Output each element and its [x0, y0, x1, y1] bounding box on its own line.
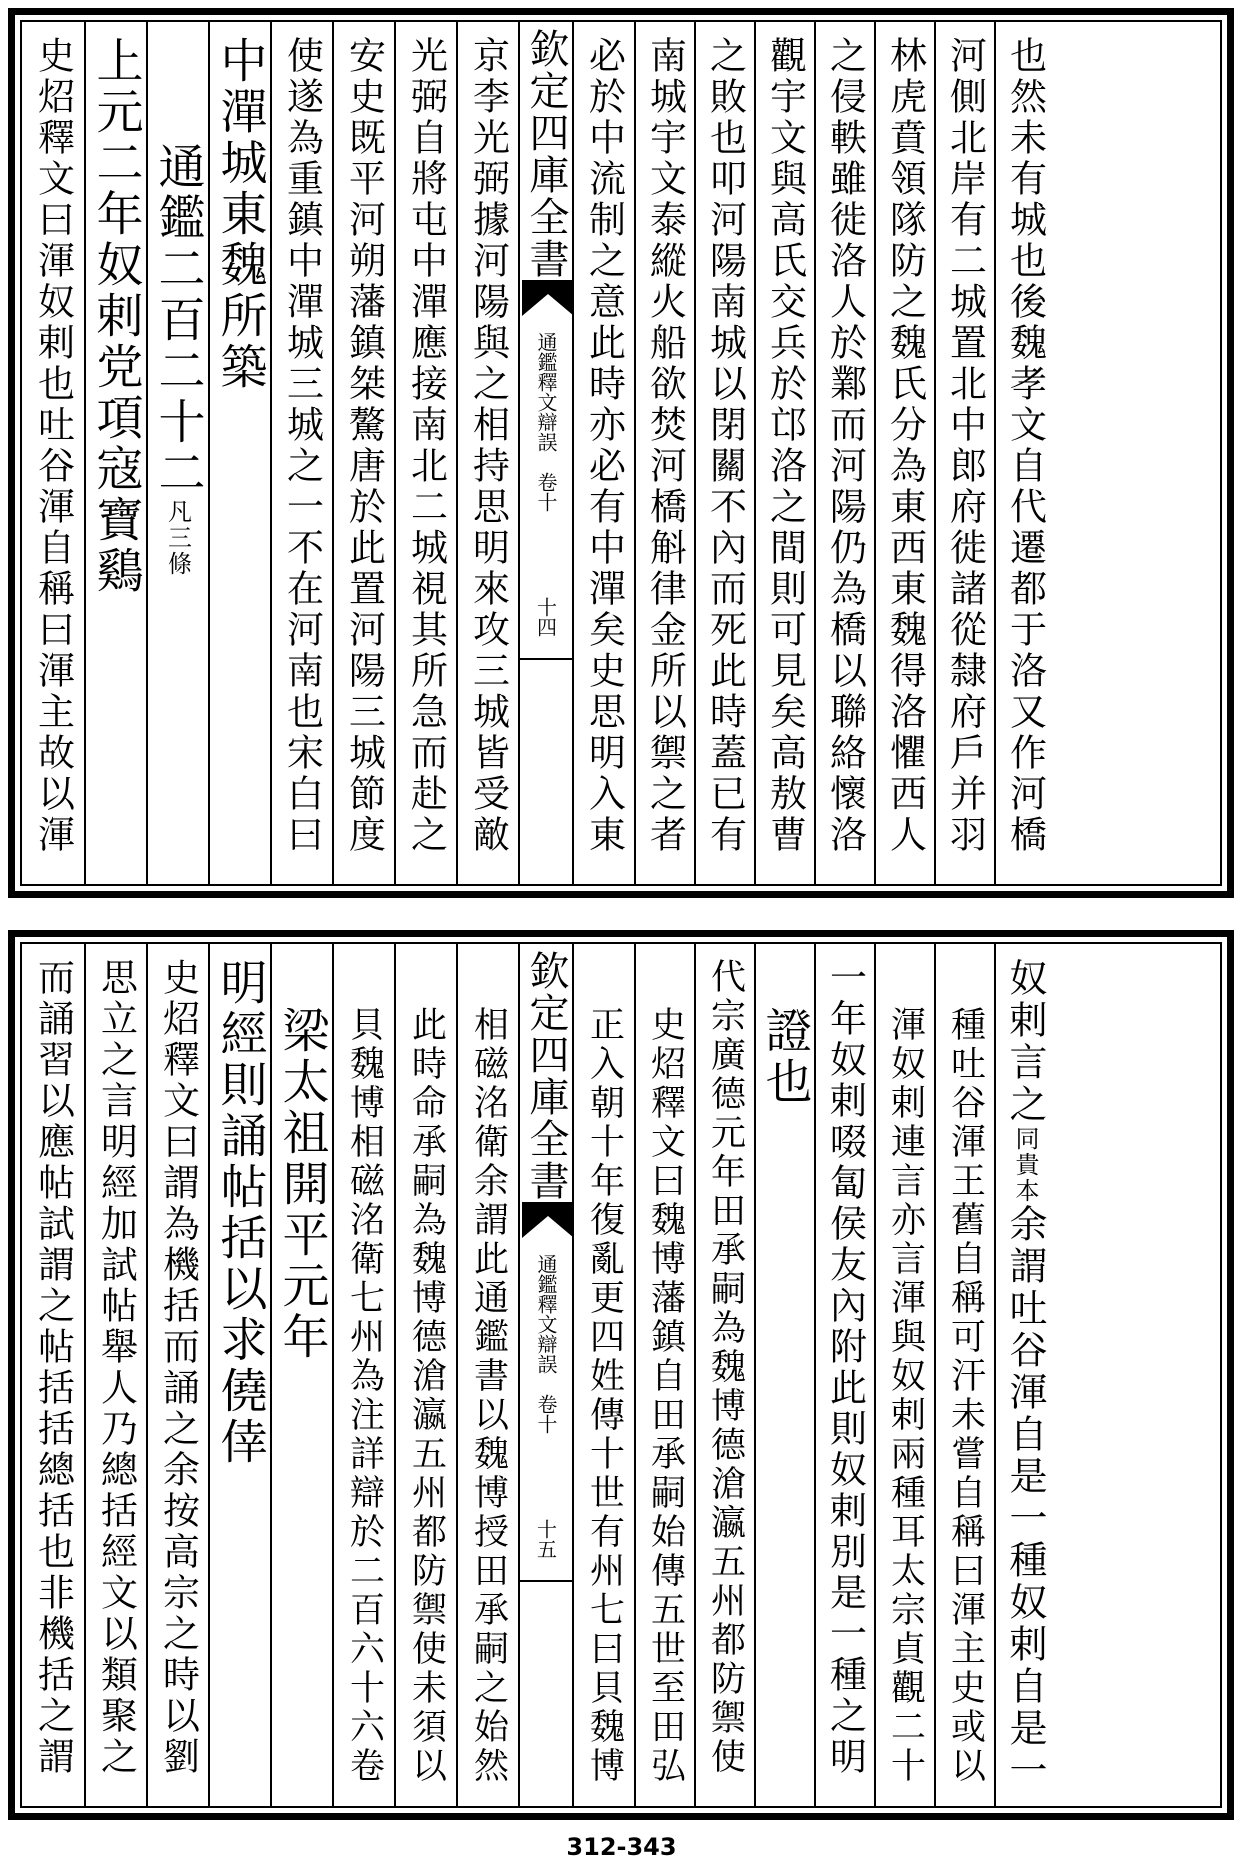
column-text: 史炤釋文曰渾奴剌也吐谷渾自稱曰渾主故以渾 — [31, 36, 75, 856]
column-text: 相磁洺衛余謂此通鑑書以魏博授田承嗣之始然 — [468, 1006, 509, 1786]
column-text: 代宗廣德元年田承嗣為魏博德滄瀛五州都防禦使 — [705, 958, 746, 1777]
text-column — [84, 22, 146, 884]
column-text: 河側北岸有二城置北中郎府徙諸從隸府戶并羽 — [943, 36, 987, 856]
text-column — [332, 944, 394, 1806]
text-column — [208, 944, 270, 1806]
text-column — [22, 22, 84, 884]
bottom-page-frame — [20, 942, 1222, 1808]
column-text: 史炤釋文曰魏博藩鎮自田承嗣始傳五世至田弘 — [645, 1006, 686, 1786]
column-text: 通鑑二百二十二 — [150, 142, 206, 499]
text-column — [994, 22, 1054, 884]
text-column — [934, 944, 994, 1806]
text-column — [332, 22, 394, 884]
column-text: 明經則誦帖括以求僥倖 — [212, 958, 268, 1468]
column-text: 種吐谷渾王舊自稱可汗未嘗自稱曰渾主史或以 — [945, 1006, 986, 1786]
text-column — [456, 944, 518, 1806]
page-footer-number: 312-343 — [566, 1833, 677, 1861]
text-column — [146, 944, 208, 1806]
text-column — [994, 944, 1054, 1806]
column-text-with-note — [150, 142, 206, 577]
column-text: 之侵軼雖徙洛人於鄴而河陽仍為橋以聯絡懷洛 — [823, 36, 867, 856]
leaf-divider — [520, 658, 572, 660]
text-column — [694, 944, 754, 1806]
column-text: 南城宇文泰縱火船欲焚河橋斛律金所以禦之者 — [643, 36, 687, 856]
column-text: 渾奴剌連言亦言渾與奴剌兩種耳太宗貞觀二十 — [885, 1006, 926, 1786]
annotation-note: 同貴本 — [1011, 1126, 1039, 1204]
text-column — [874, 944, 934, 1806]
column-text: 梁太祖開平元年 — [274, 1006, 330, 1363]
column-text: 林虎賁領隊防之魏氏分為東西東魏得洛懼西人 — [883, 36, 927, 856]
center-spine — [518, 22, 574, 884]
leaf-divider — [520, 1580, 572, 1582]
top-page-frame — [20, 20, 1222, 886]
text-column — [270, 944, 332, 1806]
text-column — [934, 22, 994, 884]
center-spine — [518, 944, 574, 1806]
fish-tail-mark — [522, 1202, 574, 1238]
text-column — [754, 944, 814, 1806]
volume-subtitle: 通鑑釋文辯誤 卷十 — [534, 1254, 558, 1434]
column-text-continued: 余謂吐谷渾自是一種奴剌自是一 — [1003, 1204, 1047, 1792]
column-text: 史炤釋文曰謂為機括而誦之余按高宗之時以劉 — [156, 958, 200, 1778]
column-text: 使遂為重鎮中潬城三城之一不在河南也宋白曰 — [280, 36, 324, 856]
text-column — [754, 22, 814, 884]
text-column — [84, 944, 146, 1806]
column-text: 而誦習以應帖試謂之帖括括總括也非機括之謂 — [31, 958, 75, 1778]
column-text: 此時命承嗣為魏博德滄瀛五州都防禦使未須以 — [406, 1006, 447, 1786]
column-text: 正入朝十年復亂更四姓傳十世有州七曰貝魏博 — [584, 1006, 625, 1786]
column-text: 奴剌言之 — [1003, 958, 1047, 1126]
column-text: 證也 — [757, 1006, 813, 1108]
text-column — [694, 22, 754, 884]
column-text: 光弼自將屯中潬應接南北二城視其所急而赴之 — [404, 36, 448, 856]
text-column — [634, 22, 694, 884]
column-text: 必於中流制之意此時亦必有中潬矣史思明入東 — [582, 36, 626, 856]
column-text: 一年奴剌啜匐侯友內附此則奴剌別是一種之明 — [823, 958, 867, 1778]
text-column — [574, 944, 634, 1806]
text-column — [814, 22, 874, 884]
text-column — [394, 22, 456, 884]
text-column — [22, 944, 84, 1806]
book-title: 欽定四庫全書 — [523, 28, 569, 280]
column-text: 貝魏博相磁洺衛七州為注詳辯於二百六十六卷 — [344, 1006, 385, 1786]
book-title: 欽定四庫全書 — [523, 950, 569, 1202]
column-text: 中潬城東魏所築 — [212, 36, 268, 393]
text-column — [456, 22, 518, 884]
fish-tail-mark — [522, 280, 574, 316]
column-text: 上元二年奴剌党項寇寶鷄 — [88, 36, 144, 597]
column-text: 安史既平河朔藩鎮桀驁唐於此置河陽三城節度 — [342, 36, 386, 856]
text-column — [634, 944, 694, 1806]
column-text: 思立之言明經加試帖舉人乃總括經文以類聚之 — [94, 958, 138, 1778]
volume-subtitle: 通鑑釋文辯誤 卷十 — [534, 332, 558, 512]
text-column — [208, 22, 270, 884]
leaf-number: 十四 — [533, 597, 558, 637]
text-column — [574, 22, 634, 884]
text-column — [874, 22, 934, 884]
text-column — [270, 22, 332, 884]
bottom-page — [8, 930, 1234, 1820]
column-text: 京李光弼據河陽與之相持思明來攻三城皆受敵 — [466, 36, 510, 856]
leaf-number: 十五 — [533, 1519, 558, 1559]
column-text-with-note — [1003, 958, 1047, 1792]
top-page — [8, 8, 1234, 898]
text-column — [146, 22, 208, 884]
text-column — [814, 944, 874, 1806]
text-column — [394, 944, 456, 1806]
annotation-note: 凡三條 — [163, 499, 192, 577]
column-text: 也然未有城也後魏孝文自代遷都于洛又作河橋 — [1003, 36, 1047, 856]
column-text: 之敗也叩河陽南城以閉關不內而死此時蓋已有 — [703, 36, 747, 856]
column-text: 觀宇文與高氏交兵於邙洛之間則可見矣高敖曹 — [763, 36, 807, 856]
